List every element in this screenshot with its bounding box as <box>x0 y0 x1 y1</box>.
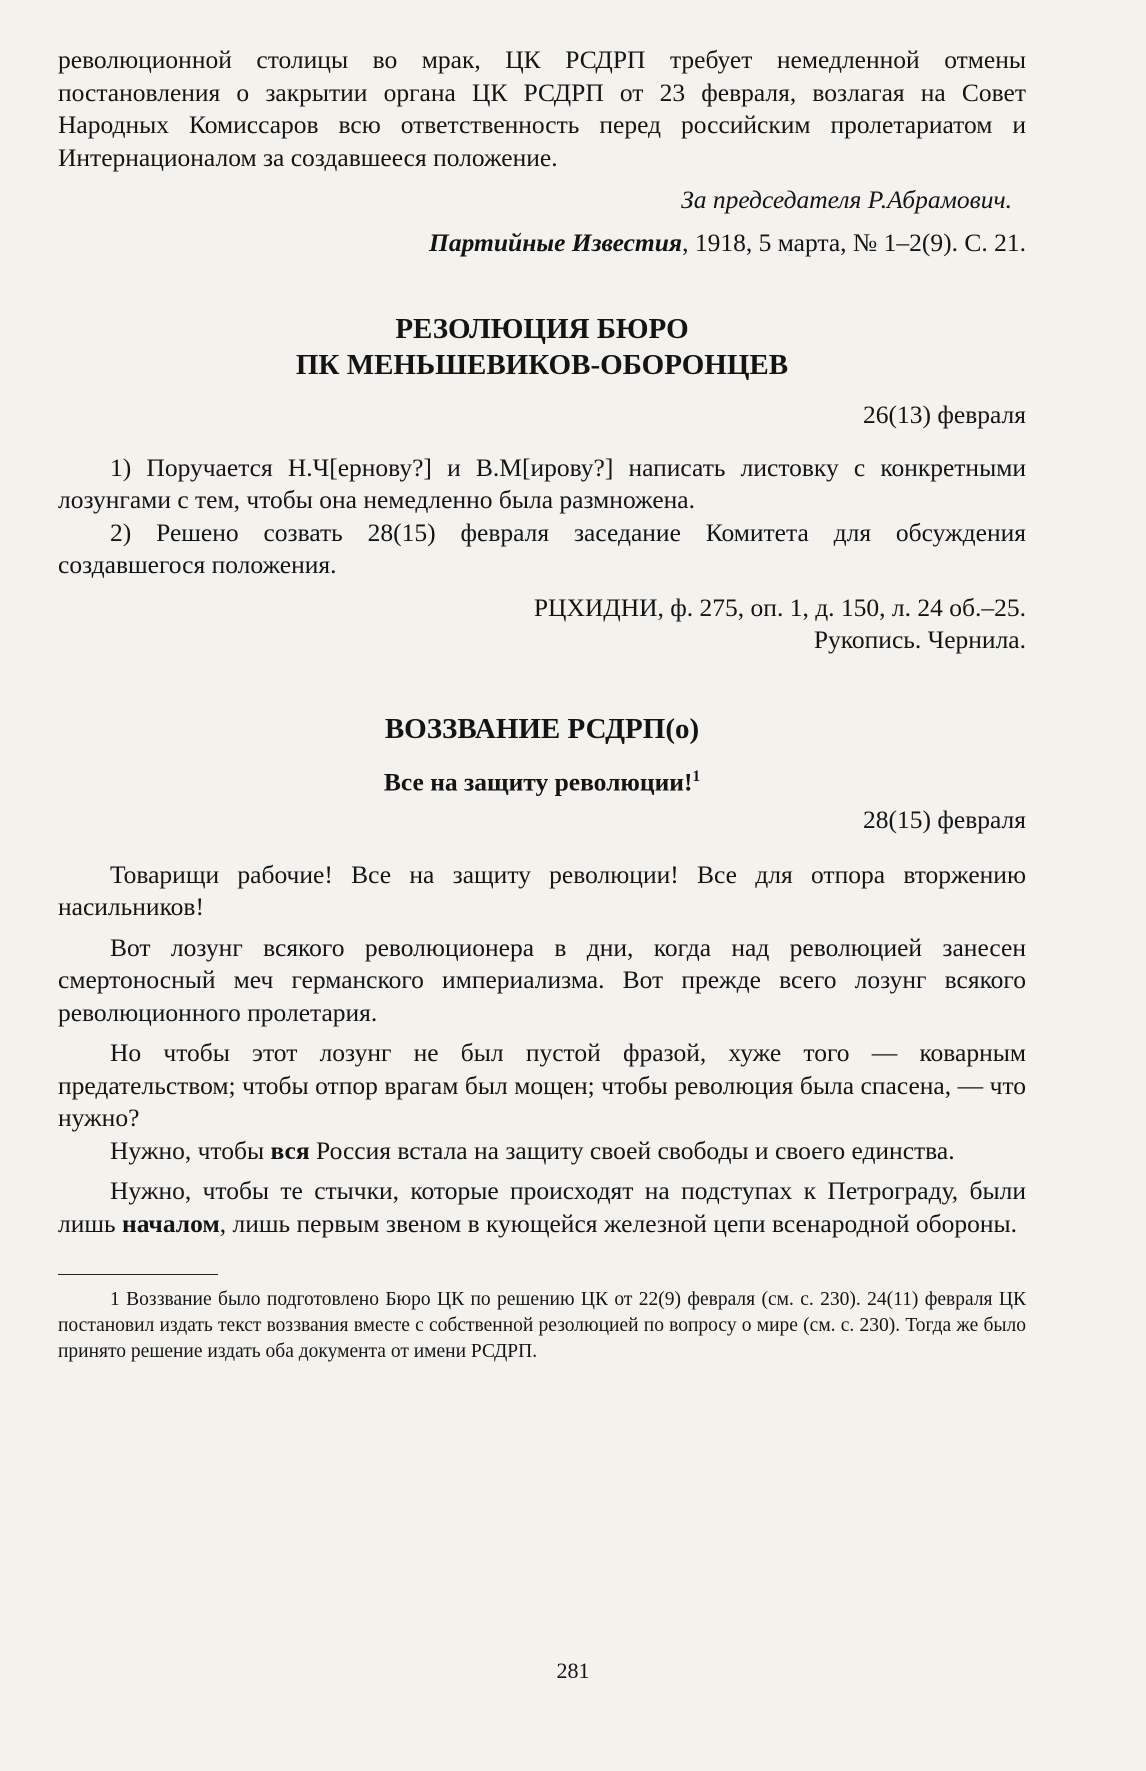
resolution-item-1: 1) Поручается Н.Ч[ернову?] и В.М[ирову?] написать листовку с конкретными лозунгами с тем, чтобы она немедленно была размножена. <box>58 452 1026 514</box>
source-citation <box>58 227 1026 260</box>
source-title: Партийные Известия <box>429 227 683 257</box>
appeal-p5-text-a: Нужно, чтобы те стычки, которые происходят на подступах к Петрограду, были лишь <box>58 1176 1026 1238</box>
appeal-paragraph-3: Но чтобы этот лозунг не был пустой фразой, хуже того — коварным предательством; чтобы отпор врагам был мощен; чтобы революция была спасена, — что нужно? <box>58 1038 1026 1132</box>
appeal-paragraph-5 <box>58 1175 1026 1240</box>
footnote-text: Воззвание было подготовлено Бюро ЦК по решению ЦК от 22(9) февраля (см. с. 230). 24(11) февраля ЦК постановил издать текст воззвания вместе с собственной резолюцией по вопросу о мире (см. с. 230). Тогда же было принято решение издать оба документа от имени РСДРП. <box>58 1289 1026 1362</box>
appeal-p4-text-b: Россия встала на защиту своей свободы и своего единства. <box>309 1135 955 1165</box>
footnote-divider <box>58 1274 218 1275</box>
footnote <box>58 1287 1026 1365</box>
appeal-paragraph-2: Вот лозунг всякого революционера в дни, когда над революцией занесен смертоносный меч германского империализма. Вот прежде всего лозунг всякого революционного пролетария. <box>58 932 1026 1027</box>
appeal-title: ВОЗЗВАНИЕ РСДРП(о) <box>384 712 700 745</box>
intro-paragraph: революционной столицы во мрак, ЦК РСДРП требует немедленной отмены постановления о закрытии органа ЦК РСДРП от 23 февраля, возлагая на Совет Народных Комиссаров всю ответственность перед российским пролетариатом и Интернационалом за создавшееся положение. <box>58 45 1026 172</box>
footnote-mark: 1 <box>110 1289 120 1310</box>
appeal-subtitle <box>58 761 1026 799</box>
page-number: 281 <box>556 1658 590 1683</box>
appeal-p4-emphasis: вся <box>270 1135 310 1165</box>
resolution-item-2: 2) Решено созвать 28(15) февраля заседание Комитета для обсуждения создавшегося положения. <box>58 517 1026 579</box>
appeal-date: 28(15) февраля <box>863 805 1026 834</box>
appeal-subtitle-text: Все на защиту революции! <box>383 767 693 796</box>
resolution-title-line1: РЕЗОЛЮЦИЯ БЮРО <box>395 313 689 345</box>
resolution-archive: РЦХИДНИ, ф. 275, оп. 1, д. 150, л. 24 об.–25. <box>533 592 1026 622</box>
footnote-ref: 1 <box>692 767 701 785</box>
appeal-p5-emphasis: началом <box>122 1208 220 1238</box>
resolution-title <box>58 311 1026 383</box>
resolution-title-line2: ПК МЕНЬШЕВИКОВ-ОБОРОНЦЕВ <box>295 349 789 381</box>
signature: За председателя Р.Абрамович. <box>681 185 1012 214</box>
resolution-archive-note: Рукопись. Чернила. <box>813 625 1026 654</box>
appeal-paragraph-1: Товарищи рабочие! Все на защиту революции! Все для отпора вторжению насильников! <box>58 859 1026 921</box>
appeal-p5-text-b: , лишь первым звеном в кующейся железной цепи всенародной обороны. <box>219 1208 1018 1238</box>
appeal-paragraph-4 <box>58 1135 1026 1168</box>
source-details: , 1918, 5 марта, № 1–2(9). С. 21. <box>682 227 1026 257</box>
resolution-date: 26(13) февраля <box>863 400 1026 429</box>
appeal-p4-text-a: Нужно, чтобы <box>110 1135 271 1165</box>
